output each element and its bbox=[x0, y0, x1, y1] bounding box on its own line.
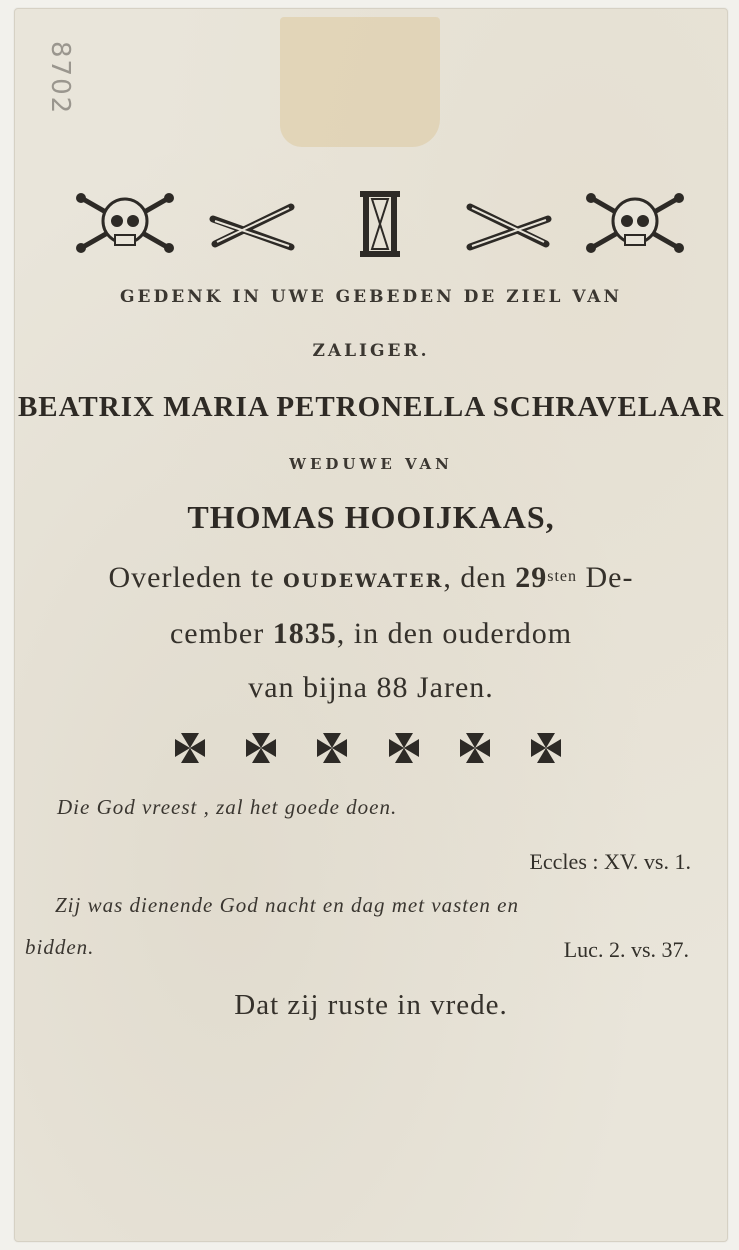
deceased-name: BEATRIX MARIA PETRONELLA SCHRAVELAAR bbox=[17, 391, 725, 423]
quote-2-line-1: Zij was dienende God nacht en dag met vasten en bbox=[55, 893, 520, 917]
death-text-part: De- bbox=[577, 561, 634, 594]
widow-of-label: WEDUWE VAN bbox=[289, 455, 453, 473]
spouse-name: THOMAS HOOIJKAAS, bbox=[187, 499, 555, 535]
death-place: OUDEWATER bbox=[283, 570, 444, 592]
death-text-part: Jaren. bbox=[408, 671, 494, 704]
quote-2-reference: Luc. 2. vs. 37. bbox=[563, 937, 689, 962]
death-text-part: van bijna bbox=[248, 671, 377, 704]
quote-1-reference: Eccles : XV. vs. 1. bbox=[529, 849, 691, 874]
maltese-cross-icon bbox=[173, 731, 207, 765]
death-text-line-1 bbox=[15, 561, 727, 595]
death-text-line-3 bbox=[15, 671, 727, 705]
skull-crossbones-icon bbox=[75, 189, 175, 259]
cross-row bbox=[173, 731, 563, 765]
heading-line-2: ZALIGER. bbox=[312, 341, 430, 361]
closing-line: Dat zij ruste in vrede. bbox=[234, 989, 508, 1021]
death-text-part: Overleden te bbox=[108, 561, 284, 594]
quote-1: Die God vreest , zal het goede doen. bbox=[57, 795, 398, 819]
death-year: 1835 bbox=[272, 617, 337, 650]
heading-line-1: GEDENK IN UWE GEBEDEN DE ZIEL VAN bbox=[120, 287, 622, 307]
hourglass-icon bbox=[330, 189, 430, 259]
quote-2-line-2: bidden. bbox=[25, 935, 95, 959]
archive-pencil-mark: 8702 bbox=[45, 41, 75, 116]
death-text-part: , den bbox=[443, 561, 516, 594]
death-text-line-2 bbox=[15, 617, 727, 651]
death-text-part: , in den ouderdom bbox=[336, 617, 573, 650]
memorial-card bbox=[14, 8, 728, 1242]
ornament-row bbox=[75, 184, 685, 264]
skull-crossbones-icon bbox=[585, 189, 685, 259]
maltese-cross-icon bbox=[458, 731, 492, 765]
crossed-torches-icon bbox=[203, 189, 303, 259]
death-day-suffix: sten bbox=[547, 568, 578, 585]
death-day: 29 bbox=[515, 561, 548, 594]
death-text-part: cember bbox=[169, 617, 273, 650]
maltese-cross-icon bbox=[387, 731, 421, 765]
paper-stain bbox=[280, 17, 440, 147]
crossed-torches-icon bbox=[458, 189, 558, 259]
maltese-cross-icon bbox=[315, 731, 349, 765]
age: 88 bbox=[376, 671, 409, 704]
maltese-cross-icon bbox=[244, 731, 278, 765]
maltese-cross-icon bbox=[529, 731, 563, 765]
